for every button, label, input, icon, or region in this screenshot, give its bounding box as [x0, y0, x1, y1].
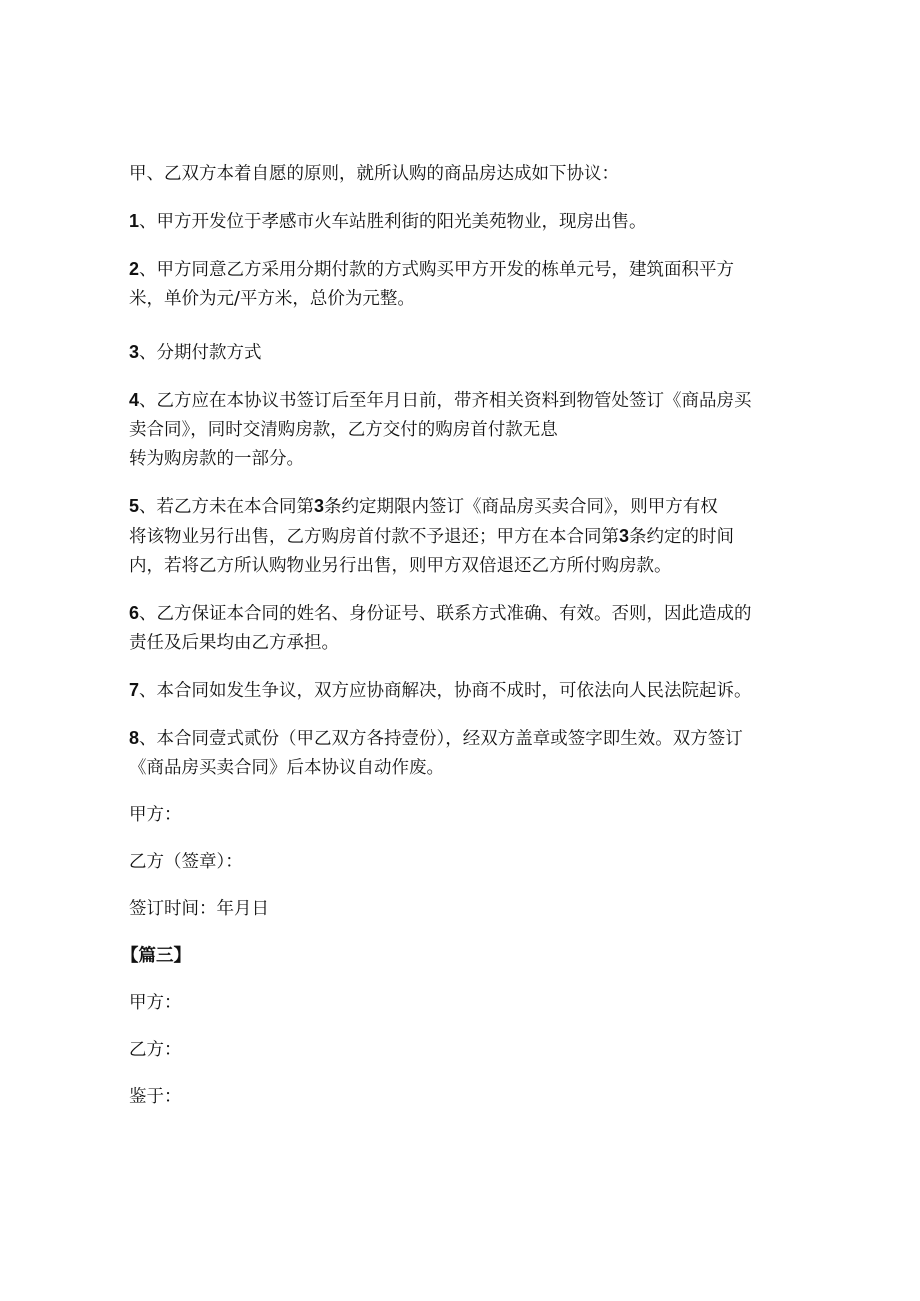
party-b-sign-line — [129, 848, 799, 877]
clause-5 — [129, 492, 799, 581]
party-b-sign-label: 乙方（签章）： — [129, 852, 243, 872]
clause-text: 、分期付款方式 — [139, 343, 262, 363]
clause-text: 责任及后果均由乙方承担。 — [129, 633, 339, 653]
clause-number: 4 — [129, 390, 140, 410]
clause-2 — [129, 255, 799, 314]
clause-number: 6 — [129, 603, 140, 623]
party-b-2-label: 乙方： — [129, 1040, 182, 1060]
party-a-2-line — [129, 989, 799, 1018]
clause-text: 、乙方保证本合同的姓名、身份证号、联系方式准确、有效。否则，因此造成的 — [139, 604, 752, 624]
clause-6 — [129, 599, 799, 658]
party-a-label: 甲方： — [129, 805, 182, 825]
clause-3 — [129, 338, 799, 368]
clause-text: 、甲方开发位于孝感市火车站胜利街的阳光美苑物业，现房出售。 — [139, 212, 647, 232]
clause-text: 卖合同》，同时交清购房款，乙方交付的购房首付款无息 — [129, 420, 558, 440]
clause-number: 3 — [129, 342, 140, 362]
clause-8 — [129, 724, 799, 783]
clause-number: 7 — [129, 680, 140, 700]
clause-text: 、若乙方未在本合同第 — [139, 497, 315, 517]
sign-date-label: 签订时间：年月日 — [129, 899, 269, 919]
clause-text: 将该物业另行出售，乙方购房首付款不予退还；甲方在本合同第 — [129, 527, 619, 547]
clause-text: 、甲方同意乙方采用分期付款的方式购买甲方开发的栋单元号，建筑面积平方 — [139, 260, 735, 280]
clause-text: 《商品房买卖合同》后本协议自动作废。 — [129, 758, 444, 778]
clause-number: 2 — [129, 259, 140, 279]
sign-date-line — [129, 895, 799, 924]
party-b-2-line — [129, 1036, 799, 1065]
section-heading: 【篇三】 — [121, 946, 191, 966]
clause-text: 内，若将乙方所认购物业另行出售，则甲方双倍退还乙方所付购房款。 — [129, 556, 672, 576]
intro-paragraph — [129, 160, 799, 189]
intro-text: 甲、乙双方本着自愿的原则，就所认购的商品房达成如下协议： — [129, 164, 619, 184]
clause-1 — [129, 207, 799, 237]
clause-text: 米，单价为元/平方米，总价为元整。 — [129, 289, 415, 309]
clause-text: 条约定的时间 — [629, 527, 735, 547]
clause-text: 、乙方应在本协议书签订后至年月日前，带齐相关资料到物管处签订《商品房买 — [139, 391, 752, 411]
party-a-line — [129, 801, 799, 830]
document-body — [121, 160, 799, 1130]
whereas-line — [129, 1083, 799, 1112]
inline-number: 3 — [619, 526, 630, 546]
clause-text: 、本合同壹式贰份（甲乙双方各持壹份），经双方盖章或签字即生效。双方签订 — [139, 729, 743, 749]
clause-text: 条约定期限内签订《商品房买卖合同》，则甲方有权 — [324, 497, 718, 517]
whereas-label: 鉴于： — [129, 1087, 182, 1107]
clause-number: 5 — [129, 496, 140, 516]
clause-text: 、本合同如发生争议，双方应协商解决，协商不成时，可依法向人民法院起诉。 — [139, 681, 752, 701]
party-a-2-label: 甲方： — [129, 993, 182, 1013]
clause-number: 8 — [129, 728, 140, 748]
inline-number: 3 — [314, 496, 325, 516]
clause-4 — [129, 386, 799, 474]
clause-7 — [129, 676, 799, 706]
clause-text: 转为购房款的一部分。 — [129, 449, 304, 469]
clause-number: 1 — [129, 211, 140, 231]
